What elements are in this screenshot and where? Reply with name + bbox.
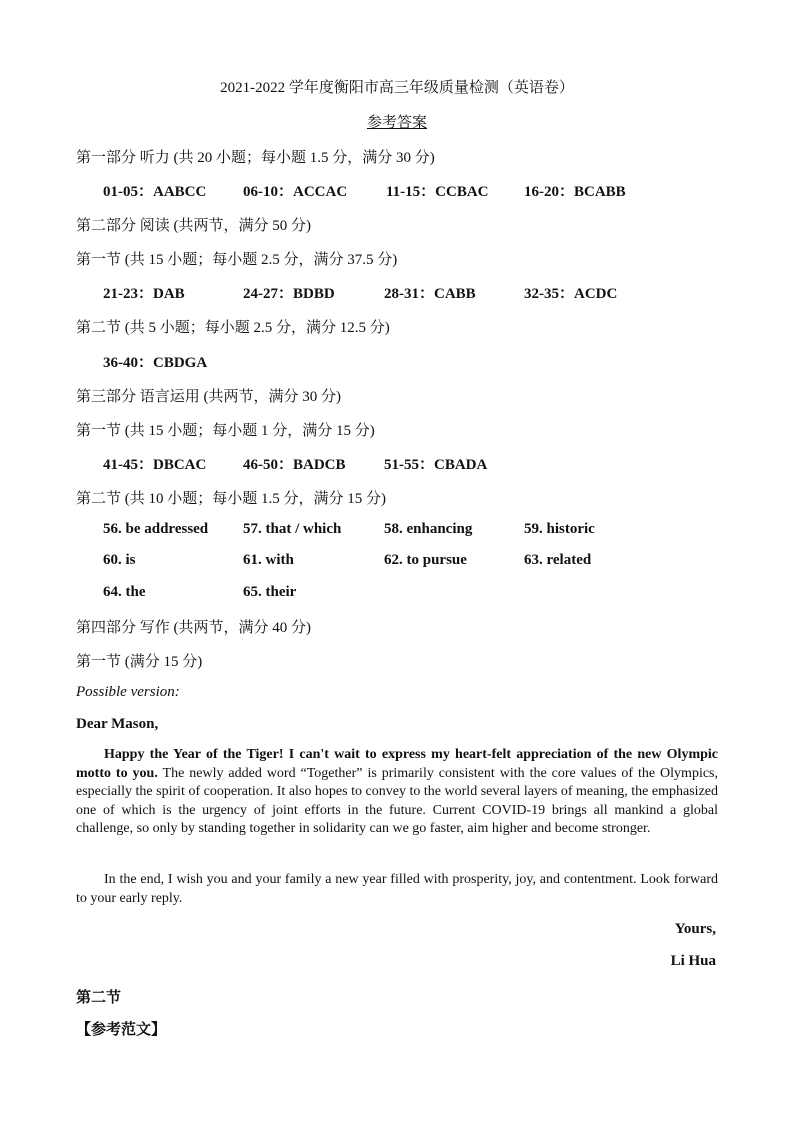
answer-group: 41-45：DBCAC: [103, 457, 207, 473]
answer-item: 63. related: [524, 552, 592, 568]
answer-group: 36-40：CBDGA: [103, 355, 208, 371]
letter-paragraph-1-rest: The newly added word “Together” is primarily consistent with the core values of the Olympics, especially the spirit of cooperation. It also hopes to convey to the world several layers of meaning, the emphasized one of which is the urgency of joint efforts in the future. Current COVID-19 brings all mankind a global challenge, so only by standing together in solidarity can we go faster, aim higher and become stronger.: [76, 765, 718, 836]
answer-item: 59. historic: [524, 521, 595, 537]
answer-item: 58. enhancing: [384, 521, 473, 537]
model-essay-label: 【参考范文】: [76, 1022, 167, 1038]
answer-group: 01-05：AABCC: [103, 184, 207, 200]
part1-heading: 第一部分 听力 (共 20 小题；每小题 1.5 分，满分 30 分): [76, 150, 435, 166]
answer-group: 46-50：BADCB: [243, 457, 346, 473]
answer-group: 16-20：BCABB: [524, 184, 626, 200]
letter-greeting: Dear Mason,: [76, 716, 159, 732]
letter-closing: Yours,: [674, 921, 716, 937]
answer-group: 51-55：CBADA: [384, 457, 488, 473]
part4-section2-heading: 第二节: [76, 990, 122, 1006]
answer-item: 62. to pursue: [384, 552, 467, 568]
part2-heading: 第二部分 阅读 (共两节，满分 50 分): [76, 218, 311, 234]
page-subtitle: 参考答案: [366, 115, 427, 131]
answer-item: 56. be addressed: [103, 521, 209, 537]
answer-item: 61. with: [243, 552, 294, 568]
answer-group: 32-35：ACDC: [524, 286, 618, 302]
answer-group: 11-15：CCBAC: [386, 184, 489, 200]
answer-item: 65. their: [243, 584, 297, 600]
answer-item: 57. that / which: [243, 521, 342, 537]
letter-signature: Li Hua: [670, 953, 716, 969]
possible-version-label: Possible version:: [76, 684, 180, 700]
part4-heading: 第四部分 写作 (共两节，满分 40 分): [76, 620, 311, 636]
part4-section1-heading: 第一节 (满分 15 分): [76, 654, 203, 670]
answer-group: 06-10：ACCAC: [243, 184, 348, 200]
part3-section1-heading: 第一节 (共 15 小题；每小题 1 分，满分 15 分): [76, 423, 375, 439]
answer-item: 64. the: [103, 584, 146, 600]
part2-section2-heading: 第二节 (共 5 小题；每小题 2.5 分，满分 12.5 分): [76, 320, 390, 336]
answer-group: 24-27：BDBD: [243, 286, 335, 302]
letter-paragraph-1-bold: Happy the Year of the Tiger! I can't wait to express my heart-felt appreciation of the new Olympic motto to you.: [76, 747, 718, 781]
letter-paragraph-1: [76, 746, 718, 839]
answer-group: 28-31：CABB: [384, 286, 476, 302]
part3-heading: 第三部分 语言运用 (共两节，满分 30 分): [76, 389, 341, 405]
answer-group: 21-23：DAB: [103, 286, 185, 302]
letter-paragraph-2: In the end, I wish you and your family a new year filled with prosperity, joy, and contentment. Look forward to your early reply.: [76, 872, 718, 906]
part3-section2-heading: 第二节 (共 10 小题；每小题 1.5 分，满分 15 分): [76, 491, 386, 507]
part2-section1-heading: 第一节 (共 15 小题；每小题 2.5 分，满分 37.5 分): [76, 252, 398, 268]
answer-item: 60. is: [103, 552, 136, 568]
page-title: 2021-2022 学年度衡阳市高三年级质量检测（英语卷）: [220, 80, 574, 96]
